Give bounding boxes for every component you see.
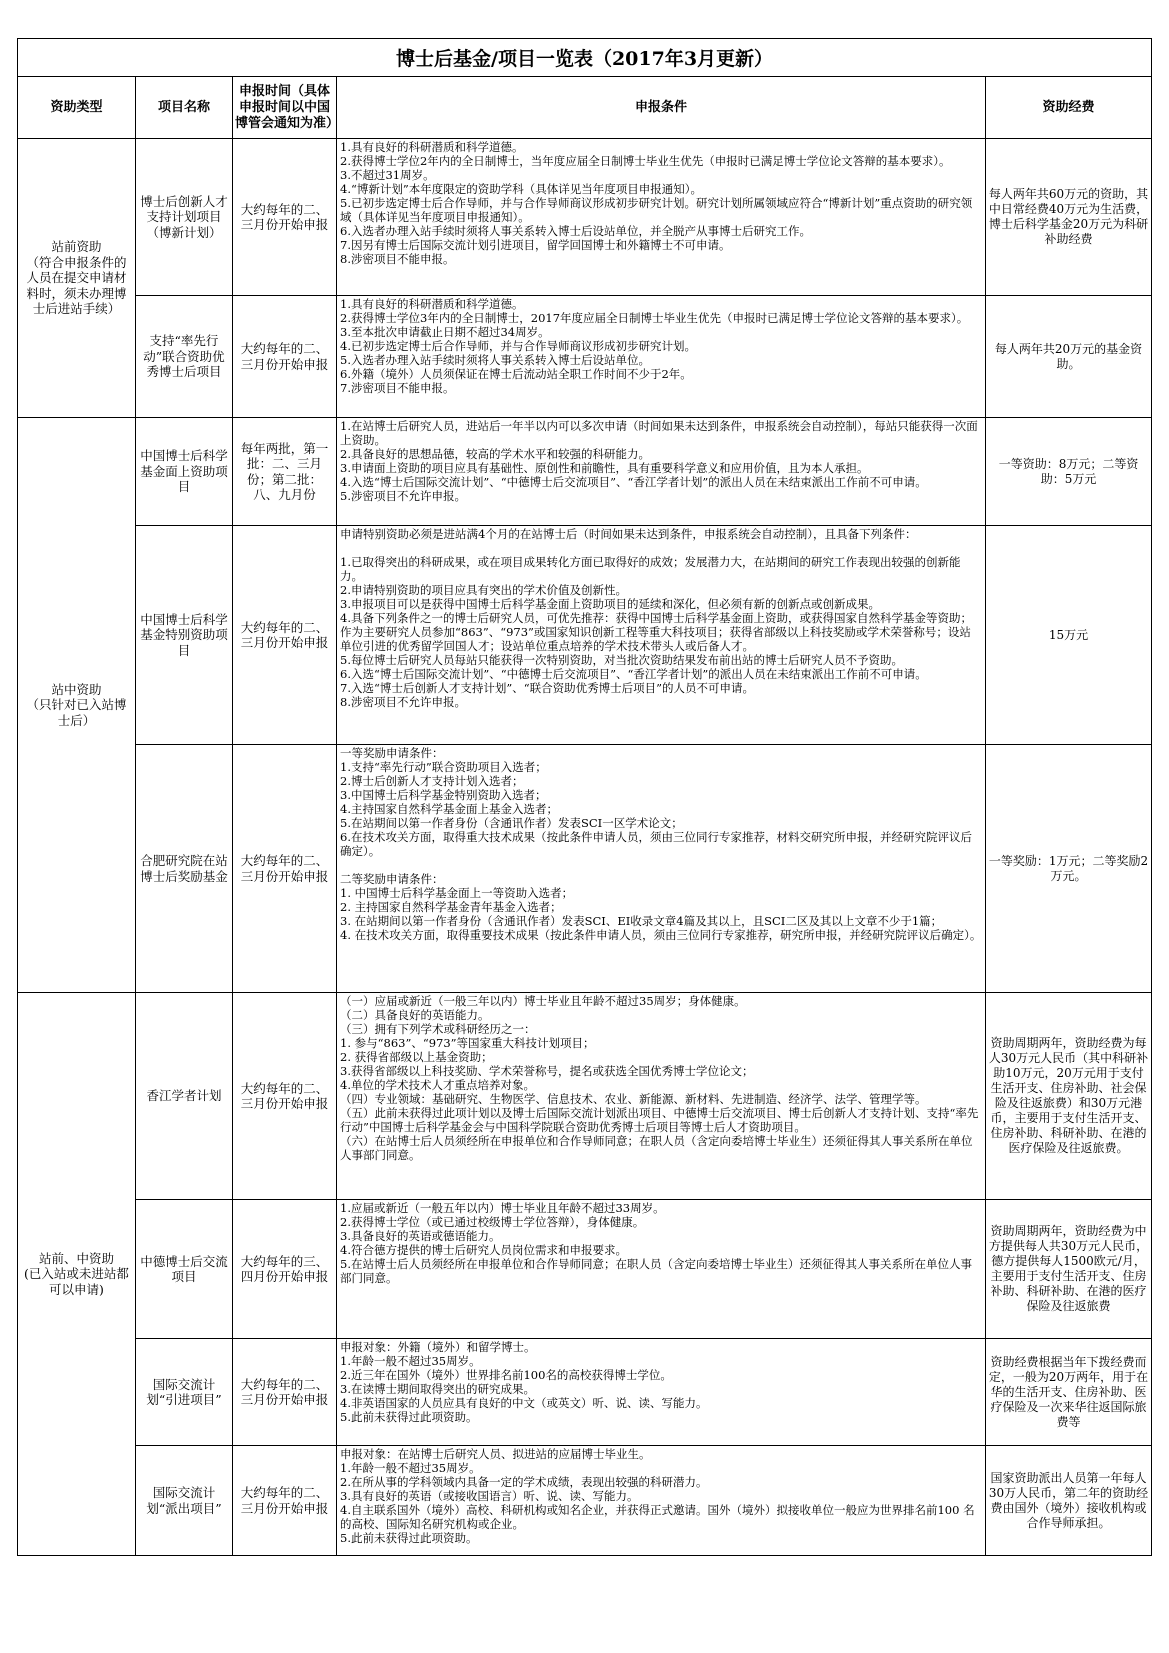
header-type: 资助类型 [18,77,136,139]
project-time: 大约每年的二、三月份开始申报 [233,1446,337,1556]
condition-line: （四）专业领域：基础研究、生物医学、信息技术、农业、新能源、新材料、先进制造、经济学、法学、管理学等。 [340,1092,927,1106]
condition-line: 4. 在技术攻关方面，取得重要技术成果（按此条件申请人员，须由三位同行专家推荐，研究所申报，并经研究院评议后确定）。 [340,928,982,942]
condition-line: （二）具备良好的英语能力。 [340,1008,490,1022]
group-label-instation: 站中资助 （只针对已入站博士后） [18,418,136,993]
condition-line: 1.在站博士后研究人员，进站后一年半以内可以多次申请（时间如果未达到条件，申报系统会自动控制），每站只能获得一次面上资助。 [340,419,978,447]
project-name: 博士后创新人才支持计划项目（博新计划） [136,139,233,296]
condition-line: 7.因另有博士后国际交流计划引进项目，留学回国博士和外籍博士不可申请。 [340,238,731,252]
project-time: 大约每年的二、三月份开始申报 [233,139,337,296]
project-time: 大约每年的二、三月份开始申报 [233,526,337,745]
condition-line: 2.获得博士学位（或已通过校级博士学位答辩），身体健康。 [340,1215,645,1229]
condition-line: 4.具备下列条件之一的博士后研究人员，可优先推荐：获得中国博士后科学基金面上资助，或获得国家自然科学基金等资助；作为主要研究人员参加“863”、“973”或国家知识创新工程等重大科技项目；获得省部级以上科技奖励或学术荣誉称号；设站单位引进的优秀留学回国人才；设站单位重点培养的学术技术带头人或后备人才。 [340,611,972,653]
condition-line: 3.中国博士后科学基金特别资助入选者； [340,788,547,802]
condition-line: 1. 参与“863”、“973”等国家重大科技计划项目； [340,1036,595,1050]
condition-line: 3.至本批次申请截止日期不超过34周岁。 [340,325,550,339]
condition-line: 5.此前未获得过此项资助。 [340,1410,478,1424]
condition-line: 3. 在站期间以第一作者身份（含通讯作者）发表SCI、EI收录文章4篇及其以上，且SCI二区及其以上文章不少于1篇； [340,914,943,928]
condition-line: 3.具备良好的英语或德语能力。 [340,1229,501,1243]
condition-line: 5.此前未获得过此项资助。 [340,1531,478,1545]
project-conditions [337,993,986,1200]
project-time: 大约每年的三、四月份开始申报 [233,1200,337,1339]
project-name: 国际交流计划“引进项目” [136,1339,233,1446]
project-name: 国际交流计划“派出项目” [136,1446,233,1556]
project-time: 大约每年的二、三月份开始申报 [233,745,337,993]
table-row [18,1339,1152,1446]
condition-line: 5.涉密项目不允许申报。 [340,489,466,503]
condition-line: 3.申报项目可以是获得中国博士后科学基金面上资助项目的延续和深化，但必须有新的创新点或创新成果。 [340,597,880,611]
condition-line: 3.在读博士期间取得突出的研究成果。 [340,1382,535,1396]
condition-line: 2. 获得省部级以上基金资助； [340,1050,493,1064]
condition-line: 1.已取得突出的科研成果，或在项目成果转化方面已取得好的成效；发展潜力大，在站期间的研究工作表现出较强的创新能力。 [340,555,961,583]
condition-line: 8.涉密项目不能申报。 [340,252,455,266]
condition-line: 2.在所从事的学科领域内具备一定的学术成绩，表现出较强的科研潜力。 [340,1475,708,1489]
table-row [18,139,1152,296]
condition-line: 5.入选者办理入站手续时须将人事关系转入博士后设站单位。 [340,353,650,367]
header-time: 申报时间（具体申报时间以中国博管会通知为准） [233,77,337,139]
project-conditions [337,139,986,296]
condition-line: 申报对象：在站博士后研究人员、拟进站的应届博士毕业生。 [340,1447,651,1461]
project-name: 中国博士后科学基金特别资助项目 [136,526,233,745]
condition-line: 4.符合德方提供的博士后研究人员岗位需求和申报要求。 [340,1243,627,1257]
condition-line: 1. 中国博士后科学基金面上一等资助入选者； [340,886,574,900]
group-label-prestation: 站前资助 （符合申报条件的人员在提交申请材料时，须未办理博士后进站手续） [18,139,136,418]
condition-line: 1.应届或新近（一般五年以内）博士毕业且年龄不超过33周岁。 [340,1201,665,1215]
project-name: 中国博士后科学基金面上资助项目 [136,418,233,526]
table-row [18,296,1152,418]
header-conditions: 申报条件 [337,77,986,139]
project-funding: 一等资助：8万元；二等资助：5万元 [986,418,1152,526]
project-conditions [337,418,986,526]
project-name: 香江学者计划 [136,993,233,1200]
project-time: 大约每年的二、三月份开始申报 [233,993,337,1200]
condition-line: 2.获得博士学位3年内的全日制博士，2017年度应届全日制博士毕业生优先（申报时已满足博士学位论文答辩的基本要求）。 [340,311,969,325]
condition-line: 3.不超过31周岁。 [340,168,435,182]
condition-line: 一等奖励申请条件： [340,746,444,760]
condition-line: 7.涉密项目不能申报。 [340,381,455,395]
condition-line: 2.具备良好的思想品德，较高的学术水平和较强的科研能力。 [340,447,650,461]
project-time: 大约每年的二、三月份开始申报 [233,1339,337,1446]
condition-line [340,858,982,872]
fund-list-sheet [17,38,1151,1556]
condition-line: 1.年龄一般不超过35周岁。 [340,1461,481,1475]
table-row [18,526,1152,745]
table-row [18,745,1152,993]
condition-line: 2.申请特别资助的项目应具有突出的学术价值及创新性。 [340,583,627,597]
table-row [18,418,1152,526]
condition-line: 5.在站博士后人员须经所在申报单位和合作导师同意；在职人员（含定向委培博士毕业生）还须征得其人事关系所在单位人事部门同意。 [340,1257,972,1285]
fund-table [17,38,1152,1556]
project-funding: 国家资助派出人员第一年每人30万人民币，第二年的资助经费由国外（境外）接收机构或合作导师承担。 [986,1446,1152,1556]
condition-line: 7.入选“博士后创新人才支持计划”、“联合资助优秀博士后项目”的人员不可申请。 [340,681,754,695]
condition-line: 4.入选“博士后国际交流计划”、“中德博士后交流项目”、“香江学者计划”的派出人员在未结束派出工作前不可申请。 [340,475,927,489]
project-funding: 每人两年共20万元的基金资助。 [986,296,1152,418]
condition-line: （六）在站博士后人员须经所在申报单位和合作导师同意；在职人员（含定向委培博士毕业生）还须征得其人事关系所在单位人事部门同意。 [340,1134,973,1162]
condition-line: 3.申请面上资助的项目应具有基础性、原创性和前瞻性，具有重要科学意义和应用价值，且为本人承担。 [340,461,869,475]
condition-line [340,541,982,555]
condition-line: （五）此前未获得过此项计划以及博士后国际交流计划派出项目、中德博士后交流项目、博士后创新人才支持计划、支持“率先行动”中国博士后科学基金会与中国科学院联合资助优秀博士后项目等博士后人才资助项目。 [340,1106,979,1134]
condition-line: 2.博士后创新人才支持计划入选者； [340,774,524,788]
project-time: 大约每年的二、三月份开始申报 [233,296,337,418]
condition-line: 二等奖励申请条件： [340,872,444,886]
condition-line: 1.支持“率先行动”联合资助项目入选者； [340,760,547,774]
project-conditions [337,1446,986,1556]
project-funding: 资助周期两年，资助经费为中方提供每人共30万元人民币，德方提供每人1500欧元/月，主要用于支付生活开支、住房补助、科研补助、在港的医疗保险及往返旅费 [986,1200,1152,1339]
condition-line: 1.具有良好的科研潜质和科学道德。 [340,140,524,154]
project-conditions [337,526,986,745]
condition-line: 5.已初步选定博士后合作导师，并与合作导师商议形成初步研究计划。研究计划所属领域应符合“博新计划”重点资助的研究领域（具体详见当年度项目申报通知）。 [340,196,973,224]
project-funding: 15万元 [986,526,1152,745]
header-name: 项目名称 [136,77,233,139]
project-name: 合肥研究院在站博士后奖励基金 [136,745,233,993]
condition-line: （三）拥有下列学术或科研经历之一： [340,1022,536,1036]
project-funding: 一等奖励：1万元；二等奖励2万元。 [986,745,1152,993]
condition-line: 5.每位博士后研究人员每站只能获得一次特别资助，对当批次资助结果发布前出站的博士后研究人员不予资助。 [340,653,903,667]
condition-line: 4.已初步选定博士后合作导师，并与合作导师商议形成初步研究计划。 [340,339,696,353]
condition-line: 6.外籍（境外）人员须保证在博士后流动站全职工作时间不少于2年。 [340,367,692,381]
project-time: 每年两批，第一批：二、三月份；第二批：八、九月份 [233,418,337,526]
project-conditions [337,745,986,993]
condition-line: 3.具有良好的英语（或接收国语言）听、说、读、写能力。 [340,1489,639,1503]
condition-line: 4.主持国家自然科学基金面上基金入选者； [340,802,558,816]
condition-line: 6.入选“博士后国际交流计划”、“中德博士后交流项目”、“香江学者计划”的派出人员在未结束派出工作前不可申请。 [340,667,927,681]
condition-line: 1.年龄一般不超过35周岁。 [340,1354,481,1368]
table-row [18,1200,1152,1339]
condition-line: 申报对象：外籍（境外）和留学博士。 [340,1340,536,1354]
condition-line: 6.入选者办理入站手续时须将人事关系转入博士后设站单位，并全脱产从事博士后研究工作。 [340,224,811,238]
condition-line: 1.具有良好的科研潜质和科学道德。 [340,297,524,311]
condition-line: 4.单位的学术技术人才重点培养对象。 [340,1078,535,1092]
condition-line: 2.获得博士学位2年内的全日制博士，当年度应届全日制博士毕业生优先（申报时已满足博士学位论文答辩的基本要求）。 [340,154,951,168]
condition-line: 5.在站期间以第一作者身份（含通讯作者）发表SCI一区学术论文； [340,816,683,830]
condition-line: 4.自主联系国外（境外）高校、科研机构或知名企业，并获得正式邀请。国外（境外）拟接收单位一般应为世界排名前100 名的高校、国际知名研究机构或企业。 [340,1503,975,1531]
condition-line: 6.在技术攻关方面，取得重大技术成果（按此条件申请人员，须由三位同行专家推荐，材料交研究所申报，并经研究院评议后确定）。 [340,830,972,858]
project-conditions [337,1200,986,1339]
table-row [18,1446,1152,1556]
table-title: 博士后基金/项目一览表（2017年3月更新） [18,39,1152,77]
table-row [18,993,1152,1200]
project-conditions [337,1339,986,1446]
condition-line: 4.非英语国家的人员应具有良好的中文（或英文）听、说、读、写能力。 [340,1396,708,1410]
group-label-both: 站前、中资助 (已入站或未进站都可以申请) [18,993,136,1556]
condition-line: 2. 主持国家自然科学基金青年基金入选者； [340,900,562,914]
project-funding: 每人两年共60万元的资助，其中日常经费40万元为生活费，博士后科学基金20万元为科研补助经费 [986,139,1152,296]
project-name: 中德博士后交流项目 [136,1200,233,1339]
project-conditions [337,296,986,418]
condition-line: 申请特别资助必须是进站满4个月的在站博士后（时间如果未达到条件，申报系统会自动控制），且具备下列条件： [340,527,917,541]
project-name: 支持“率先行动”联合资助优秀博士后项目 [136,296,233,418]
condition-line: 8.涉密项目不允许申报。 [340,695,466,709]
project-funding: 资助周期两年，资助经费为每人30万元人民币（其中科研补助10万元，20万元用于支付生活开支、住房补助、社会保险及往返旅费）和30万元港币，主要用于支付生活开支、住房补助、科研补助、在港的医疗保险及往返旅费。 [986,993,1152,1200]
condition-line: （一）应届或新近（一般三年以内）博士毕业且年龄不超过35周岁；身体健康。 [340,994,746,1008]
header-funding: 资助经费 [986,77,1152,139]
condition-line: 3.获得省部级以上科技奖励、学术荣誉称号，提名或获选全国优秀博士学位论文； [340,1064,754,1078]
project-funding: 资助经费根据当年下拨经费而定，一般为20万两年，用于在华的生活开支、住房补助、医疗保险及一次来华往返国际旅费等 [986,1339,1152,1446]
condition-line: 2.近三年在国外（境外）世界排名前100名的高校获得博士学位。 [340,1368,672,1382]
condition-line: 4.“博新计划”本年度限定的资助学科（具体详见当年度项目申报通知）。 [340,182,702,196]
